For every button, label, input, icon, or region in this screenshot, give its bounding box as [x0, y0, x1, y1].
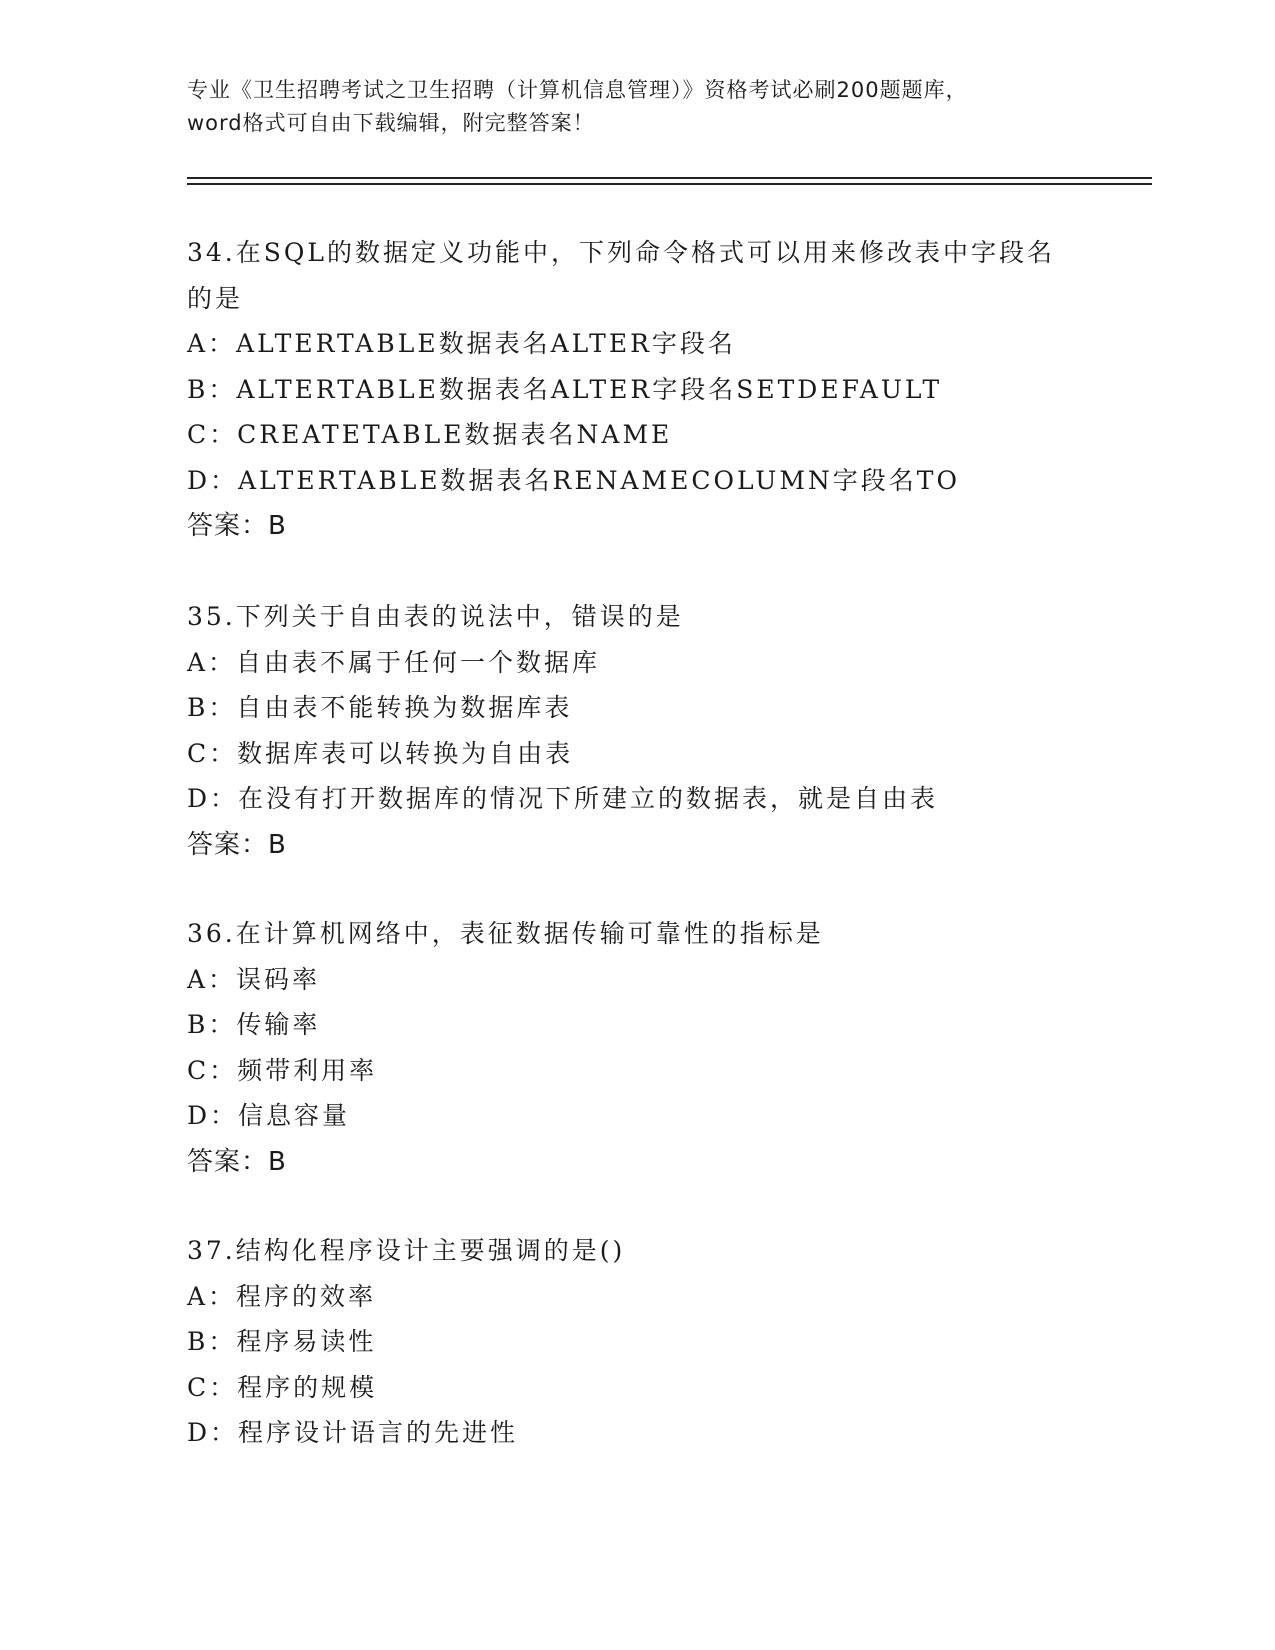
- option-a: A：误码率: [187, 964, 321, 994]
- option-c: C：程序的规模: [187, 1372, 378, 1402]
- option-c: C：CREATETABLE数据表名NAME: [187, 420, 673, 449]
- option-c: C：频带利用率: [187, 1055, 378, 1085]
- question-stem: 35.下列关于自由表的说法中，错误的是: [187, 602, 684, 631]
- option-b: B：ALTERTABLE数据表名ALTER字段名SETDEFAULT: [187, 374, 943, 404]
- option-a: A：程序的效率: [187, 1281, 377, 1311]
- answer: 答案：B: [187, 829, 287, 860]
- option-d: D：ALTERTABLE数据表名RENAMECOLUMN字段名TO: [187, 465, 960, 495]
- option-a: A：ALTERTABLE数据表名ALTER字段名: [187, 329, 736, 358]
- header-line-2: word格式可自由下载编辑，附完整答案！: [187, 111, 595, 135]
- header-line-1: 专业《卫生招聘考试之卫生招聘（计算机信息管理）》资格考试必刷200题题库，: [187, 78, 968, 102]
- header-divider-top: [187, 177, 1152, 179]
- document-header: [187, 74, 1087, 140]
- question-34: [187, 230, 1087, 549]
- question-37: [187, 1228, 1087, 1456]
- answer: 答案：B: [187, 511, 287, 541]
- option-a: A：自由表不属于任何一个数据库: [187, 647, 601, 677]
- header-divider-bottom: [187, 183, 1152, 185]
- option-b: B：自由表不能转换为数据库表: [187, 693, 573, 722]
- option-b: B：传输率: [187, 1010, 321, 1039]
- option-b: B：程序易读性: [187, 1327, 377, 1356]
- question-35: [187, 594, 1087, 868]
- question-stem: 36.在计算机网络中，表征数据传输可靠性的指标是: [187, 919, 824, 948]
- question-stem-continued: 的是: [187, 283, 244, 313]
- question-36: [187, 911, 1087, 1185]
- option-d: D：在没有打开数据库的情况下所建立的数据表，就是自由表: [187, 784, 939, 813]
- option-d: D：信息容量: [187, 1101, 351, 1130]
- option-d: D：程序设计语言的先进性: [187, 1418, 519, 1447]
- question-stem: 37.结构化程序设计主要强调的是(): [187, 1236, 626, 1265]
- answer: 答案：B: [187, 1146, 287, 1177]
- question-stem: 34.在SQL的数据定义功能中，下列命令格式可以用来修改表中字段名: [187, 238, 1055, 267]
- option-c: C：数据库表可以转换为自由表: [187, 738, 574, 768]
